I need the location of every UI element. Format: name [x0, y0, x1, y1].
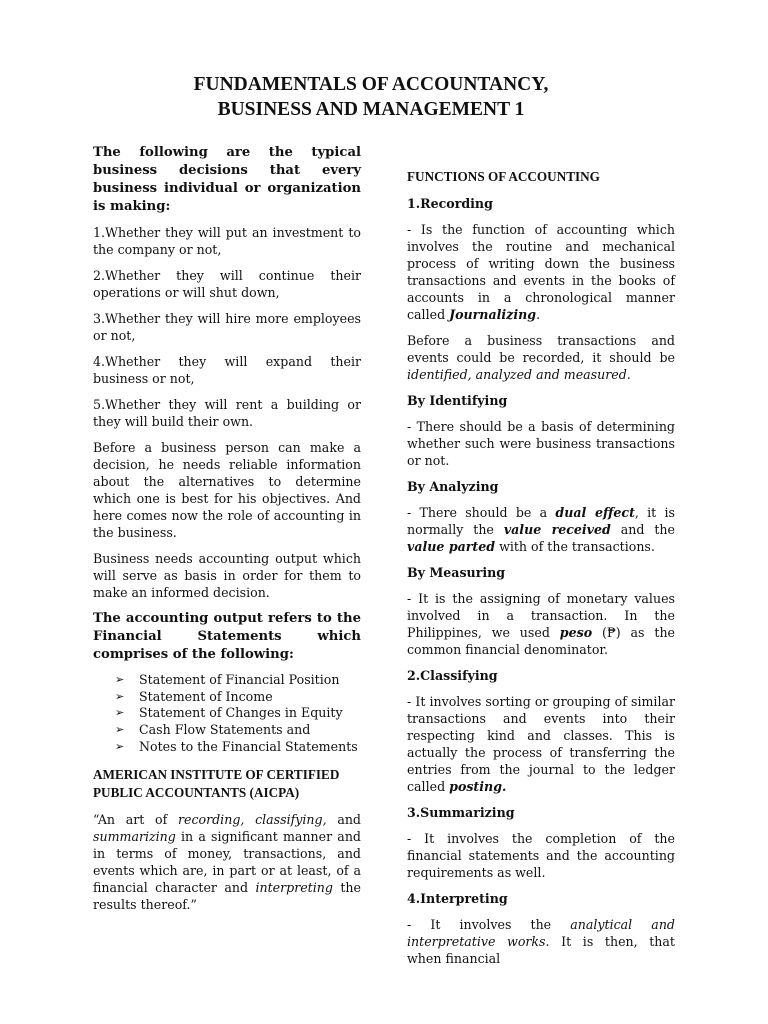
measuring-text: - It is the assigning of monetary values involved in a transaction. In the Philippines, we used peso (₱) as the common financial denominator.	[407, 591, 676, 657]
financial-statements-list	[115, 672, 361, 756]
before-recorded-text: Before a business transactions and events could be recorded, it should be identified, analyzed and measured.	[407, 333, 675, 382]
decision-item: 5.Whether they will rent a building or they will build their own.	[93, 397, 361, 429]
accounting-output-lead: The accounting output refers to the Financial Statements which comprises of the following:	[93, 611, 361, 662]
list-item-label: Cash Flow Statements and	[139, 722, 311, 738]
recording-title: 1.Recording	[407, 196, 493, 211]
arrow-bullet-icon: ➢	[115, 723, 125, 737]
classifying-title: 2.Classifying	[407, 668, 498, 683]
decision-item: 4.Whether they will expand their business or not,	[93, 354, 361, 386]
summarizing-text: - It involves the completion of the financial statements and the accounting requirements as well.	[407, 831, 675, 880]
arrow-bullet-icon: ➢	[115, 689, 125, 703]
list-item	[115, 689, 361, 706]
aicpa-heading: AMERICAN INSTITUTE OF CERTIFIED PUBLIC ACCOUNTANTS (AICPA)	[93, 766, 340, 800]
page-title	[0, 72, 742, 122]
decision-item: 2.Whether they will continue their operations or will shut down,	[93, 268, 361, 300]
interpreting-title: 4.Interpreting	[407, 891, 508, 906]
paragraph-before-decision: Before a business person can make a decision, he needs reliable information about the alternatives to determine which one is best for his objectives. And here comes now the role of accounting in the business.	[93, 440, 361, 540]
title-line-2: BUSINESS AND MANAGEMENT 1	[217, 99, 525, 120]
list-item	[115, 722, 361, 739]
list-item-label: Statement of Changes in Equity	[139, 705, 343, 721]
list-item	[115, 739, 361, 756]
functions-heading: FUNCTIONS OF ACCOUNTING	[407, 169, 600, 184]
interpreting-text: - It involves the analytical and interpretative works. It is then, that when financial	[407, 917, 675, 966]
identifying-text: - There should be a basis of determining whether such were business transactions or not.	[407, 419, 675, 468]
left-column	[93, 144, 361, 922]
aicpa-quote: “An art of recording, classifying, and summarizing in a significant manner and in terms of money, transactions, and events which are, in part or at least, of a financial character and interpreting the results thereof.”	[93, 811, 361, 912]
title-line-1: FUNDAMENTALS OF ACCOUNTANCY,	[193, 74, 549, 95]
arrow-bullet-icon: ➢	[115, 706, 125, 720]
decision-item: 3.Whether they will hire more employees or not,	[93, 311, 361, 343]
arrow-bullet-icon: ➢	[115, 739, 125, 753]
classifying-text: - It involves sorting or grouping of similar transactions and events into their respecting kind and classes. This is actually the process of transferring the entries from the journal to the ledger called posting.	[407, 694, 675, 794]
analyzing-text: - There should be a dual effect, it is normally the value received and the value parted with of the transactions.	[407, 505, 676, 554]
recording-text: - Is the function of accounting which involves the routine and mechanical process of writing down the business transactions and events in the books of accounts in a chronological manner called Journalizing.	[407, 222, 675, 322]
identifying-title: By Identifying	[407, 393, 508, 408]
list-item	[115, 672, 361, 689]
arrow-bullet-icon: ➢	[115, 673, 125, 686]
decisions-intro: The following are the typical business decisions that every business individual or organization is making:	[93, 145, 361, 214]
decision-item: 1.Whether they will put an investment to the company or not,	[93, 225, 361, 257]
list-item-label: Statement of Income	[139, 688, 273, 704]
summarizing-title: 3.Summarizing	[407, 805, 515, 820]
list-item-label: Statement of Financial Position	[139, 672, 340, 687]
analyzing-title: By Analyzing	[407, 479, 499, 494]
right-column	[407, 168, 675, 976]
paragraph-business-needs: Business needs accounting output which will serve as basis in order for them to make an informed decision.	[93, 551, 361, 600]
list-item	[115, 705, 361, 722]
list-item-label: Notes to the Financial Statements	[139, 738, 358, 754]
measuring-title: By Measuring	[407, 565, 506, 580]
